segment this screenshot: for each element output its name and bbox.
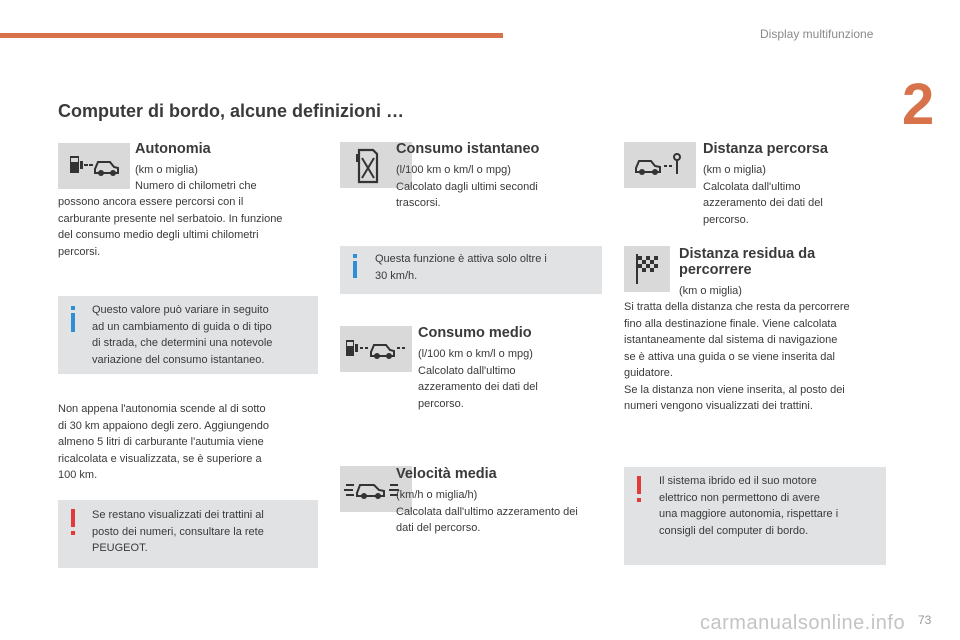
consumo-istantaneo-text: (l/100 km o km/l o mpg) Calcolato dagli ultimi secondi trascorsi. [396, 164, 538, 209]
autonomia-info-text: Questo valore può variare in seguito ad un cambiamento di guida o di tipo di strada, che determini una notevole variazione del consumo istantaneo. [92, 304, 273, 366]
distanza-residua-warning-text: Il sistema ibrido ed il suo motore elettrico non permettono di avere una maggiore autonomia, rispettare i consigli del computer di bordo. [659, 475, 839, 537]
autonomia-text-1: Numero di chilometri che [135, 180, 257, 192]
chapter-number: 2 [902, 72, 935, 137]
distanza-residua-warning-note [624, 467, 886, 565]
consumo-medio-title: Consumo medio [418, 325, 532, 341]
velocita-media-text: (km/h o miglia/h) Calcolata dall'ultimo azzeramento dei dati del percorso. [396, 489, 578, 534]
autonomia-text-2: possono ancora essere percorsi con il carburante presente nel serbatoio. In funzione del consumo medio degli ultimi chilometri percorsi. [58, 196, 283, 258]
autonomia-title: Autonomia [135, 141, 211, 157]
top-accent-bar [0, 33, 503, 38]
autonomia-unit: (km o miglia) [135, 164, 198, 176]
consumo-istantaneo-info-note [340, 246, 602, 294]
info-icon [71, 306, 75, 310]
info-icon-bar [353, 261, 357, 278]
fuel-pump-car-icon [58, 143, 130, 189]
distanza-residua-title: Distanza residua da percorrere [679, 246, 816, 278]
autonomia-warning-note [58, 500, 318, 568]
distanza-percorsa-title: Distanza percorsa [703, 141, 828, 157]
warning-icon-dot [637, 498, 641, 502]
info-icon [353, 254, 357, 258]
consumo-istantaneo-title: Consumo istantaneo [396, 141, 540, 157]
autonomia-text-3: Non appena l'autonomia scende al di sotto di 30 km appaiono degli zero. Aggiungendo almeno 5 litri di carburante l'autumia viene ricalcolata e visualizzata, se è superiore a 100 km. [58, 403, 269, 481]
warning-icon-dot [71, 531, 75, 535]
consumo-istantaneo-info-text: Questa funzione è attiva solo oltre i 30 km/h. [375, 253, 547, 282]
distanza-residua-unit: (km o miglia) [679, 285, 742, 297]
autonomia-warning-text: Se restano visualizzati dei trattini al posto dei numeri, consultare la rete PEUGEOT. [92, 509, 264, 554]
warning-icon [71, 509, 75, 527]
watermark: carmanualsonline.info [700, 612, 906, 634]
distanza-residua-text: Si tratta della distanza che resta da percorrere fino alla destinazione finale. Viene calcolata istantaneamente dal sistema di navigazione se è attiva una guida o se viene inserita dal guidatore. Se la distanza non viene inserita, al posto dei numeri vengono visualizzati dei trattini. [624, 301, 850, 412]
velocita-media-title: Velocità media [396, 466, 497, 482]
section-label: Display multifunzione [760, 27, 874, 41]
distanza-percorsa-text: (km o miglia) Calcolata dall'ultimo azzeramento dei dati del percorso. [703, 164, 823, 226]
info-icon-bar [71, 313, 75, 332]
checkered-flag-icon [624, 246, 670, 292]
page-title: Computer di bordo, alcune definizioni … [58, 101, 404, 121]
page-number: 73 [918, 613, 932, 627]
car-distance-icon [624, 142, 696, 188]
autonomia-info-note [58, 296, 318, 374]
fuel-pump-car-icon [340, 326, 412, 372]
consumo-medio-text: (l/100 km o km/l o mpg) Calcolato dall'ultimo azzeramento dei dati del percorso. [418, 348, 538, 410]
warning-icon [637, 476, 641, 494]
